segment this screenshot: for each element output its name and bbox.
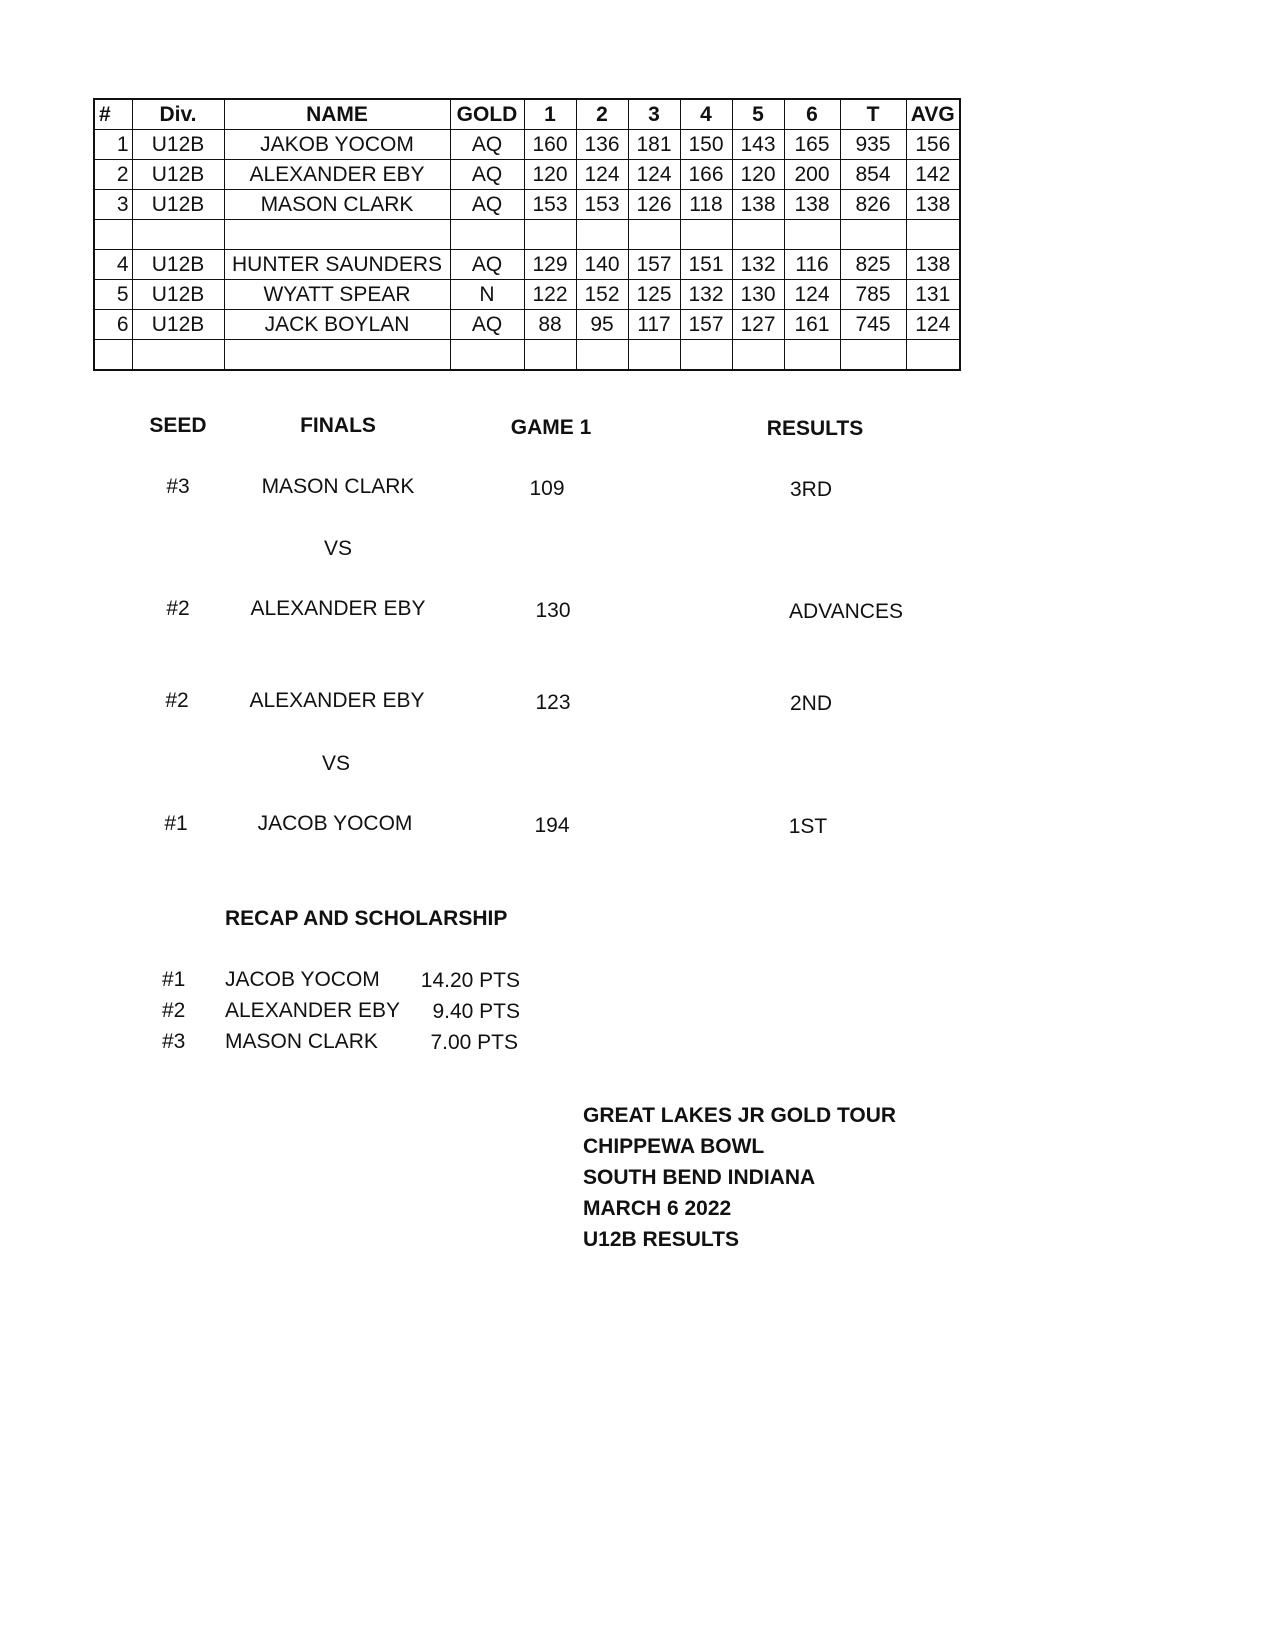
cell-game: 120: [732, 160, 784, 190]
recap-points: 9.40 PTS: [432, 1000, 520, 1023]
cell-game: 124: [576, 160, 628, 190]
cell-rank: 2: [94, 160, 132, 190]
cell-name: MASON CLARK: [224, 190, 450, 220]
cell-game: 153: [524, 190, 576, 220]
cell-game: 150: [680, 130, 732, 160]
recap-points: 7.00 PTS: [430, 1031, 518, 1054]
cell-rank: 1: [94, 130, 132, 160]
table-header-row: [94, 99, 960, 130]
cell-avg: 142: [906, 160, 960, 190]
finals-player: JACOB YOCOM: [257, 812, 413, 835]
col-header: 3: [628, 99, 680, 130]
cell-name: JAKOB YOCOM: [224, 130, 450, 160]
cell-game: 165: [784, 130, 840, 160]
finals-score: 130: [535, 599, 571, 622]
finals-result: 2ND: [789, 692, 833, 715]
vs-label: VS: [323, 537, 353, 560]
table-row: [94, 190, 960, 220]
cell-gold: AQ: [450, 250, 524, 280]
finals-score: 194: [534, 814, 570, 837]
cell-name: JACK BOYLAN: [224, 310, 450, 340]
cell-game: 181: [628, 130, 680, 160]
cell-game: 138: [784, 190, 840, 220]
cell-total: 935: [840, 130, 906, 160]
finals-result: ADVANCES: [789, 600, 903, 623]
event-info: [583, 1100, 896, 1255]
cell-avg: 156: [906, 130, 960, 160]
event-division-results: U12B RESULTS: [583, 1228, 739, 1251]
cell-game: 132: [732, 250, 784, 280]
cell-total: 785: [840, 280, 906, 310]
cell-game: 125: [628, 280, 680, 310]
cell-gold: AQ: [450, 160, 524, 190]
col-header: 6: [784, 99, 840, 130]
col-header: Div.: [132, 99, 224, 130]
recap-title: RECAP AND SCHOLARSHIP: [225, 907, 508, 930]
cell-total: 854: [840, 160, 906, 190]
col-header: 1: [524, 99, 576, 130]
cell-game: 151: [680, 250, 732, 280]
cell-gold: N: [450, 280, 524, 310]
event-location: SOUTH BEND INDIANA: [583, 1166, 816, 1189]
col-header: #: [94, 99, 132, 130]
cell-game: 200: [784, 160, 840, 190]
seed-header: SEED: [149, 414, 207, 437]
cell-name: WYATT SPEAR: [224, 280, 450, 310]
cell-avg: 138: [906, 250, 960, 280]
cell-game: 138: [732, 190, 784, 220]
cell-total: 826: [840, 190, 906, 220]
table-row: [94, 130, 960, 160]
col-header: AVG: [906, 99, 960, 130]
cell-avg: 124: [906, 310, 960, 340]
cell-gold: AQ: [450, 310, 524, 340]
cell-game: 127: [732, 310, 784, 340]
cell-game: 157: [680, 310, 732, 340]
recap-name: MASON CLARK: [225, 1030, 378, 1053]
cell-division: U12B: [132, 310, 224, 340]
recap-rank: #3: [162, 1030, 186, 1053]
cell-game: 157: [628, 250, 680, 280]
cell-game: 130: [732, 280, 784, 310]
cell-division: U12B: [132, 160, 224, 190]
cell-game: 117: [628, 310, 680, 340]
cell-game: 132: [680, 280, 732, 310]
col-header: 2: [576, 99, 628, 130]
table-row: [94, 280, 960, 310]
recap-rank: #1: [162, 968, 186, 991]
col-header: GOLD: [450, 99, 524, 130]
cell-game: 129: [524, 250, 576, 280]
finals-score: 109: [529, 477, 565, 500]
game1-header: GAME 1: [510, 416, 592, 439]
finals-player: ALEXANDER EBY: [250, 597, 426, 620]
finals-seed: #2: [165, 689, 189, 712]
cell-division: U12B: [132, 130, 224, 160]
cell-game: 143: [732, 130, 784, 160]
finals-seed: #3: [166, 475, 190, 498]
finals-result: 3RD: [789, 478, 833, 501]
col-header: T: [840, 99, 906, 130]
cell-game: 120: [524, 160, 576, 190]
qualifying-table: [93, 98, 961, 371]
cell-name: ALEXANDER EBY: [224, 160, 450, 190]
recap-points: 14.20 PTS: [420, 969, 520, 992]
cell-gold: AQ: [450, 190, 524, 220]
table-row: [94, 250, 960, 280]
cell-total: 825: [840, 250, 906, 280]
cell-game: 161: [784, 310, 840, 340]
cell-game: 160: [524, 130, 576, 160]
cell-gold: AQ: [450, 130, 524, 160]
finals-header: FINALS: [300, 414, 376, 437]
cell-game: 152: [576, 280, 628, 310]
event-venue: CHIPPEWA BOWL: [583, 1135, 765, 1158]
cell-game: 140: [576, 250, 628, 280]
finals-seed: #2: [166, 597, 190, 620]
finals-player: ALEXANDER EBY: [249, 689, 425, 712]
cell-avg: 131: [906, 280, 960, 310]
finals-score: 123: [535, 691, 571, 714]
cell-rank: 6: [94, 310, 132, 340]
cell-name: HUNTER SAUNDERS: [224, 250, 450, 280]
col-header: NAME: [224, 99, 450, 130]
cell-game: 118: [680, 190, 732, 220]
finals-player: MASON CLARK: [261, 475, 415, 498]
cell-division: U12B: [132, 280, 224, 310]
cell-avg: 138: [906, 190, 960, 220]
table-row: [94, 310, 960, 340]
blank-row: [94, 340, 960, 371]
cell-game: 126: [628, 190, 680, 220]
table-row: [94, 160, 960, 190]
cell-game: 116: [784, 250, 840, 280]
recap-name: ALEXANDER EBY: [225, 999, 401, 1022]
blank-row: [94, 220, 960, 250]
cell-game: 166: [680, 160, 732, 190]
cell-division: U12B: [132, 190, 224, 220]
finals-result: 1ST: [788, 815, 828, 838]
col-header: 4: [680, 99, 732, 130]
cell-game: 95: [576, 310, 628, 340]
cell-game: 136: [576, 130, 628, 160]
cell-rank: 5: [94, 280, 132, 310]
cell-game: 124: [784, 280, 840, 310]
cell-rank: 4: [94, 250, 132, 280]
recap-rank: #2: [162, 999, 186, 1022]
cell-game: 122: [524, 280, 576, 310]
cell-game: 124: [628, 160, 680, 190]
cell-game: 153: [576, 190, 628, 220]
results-header: RESULTS: [766, 417, 864, 440]
cell-total: 745: [840, 310, 906, 340]
recap-name: JACOB YOCOM: [225, 968, 380, 991]
finals-seed: #1: [164, 812, 188, 835]
event-tour-name: GREAT LAKES JR GOLD TOUR: [583, 1104, 897, 1127]
cell-division: U12B: [132, 250, 224, 280]
vs-label: VS: [321, 752, 351, 775]
cell-rank: 3: [94, 190, 132, 220]
cell-game: 88: [524, 310, 576, 340]
event-date: MARCH 6 2022: [583, 1197, 732, 1220]
col-header: 5: [732, 99, 784, 130]
